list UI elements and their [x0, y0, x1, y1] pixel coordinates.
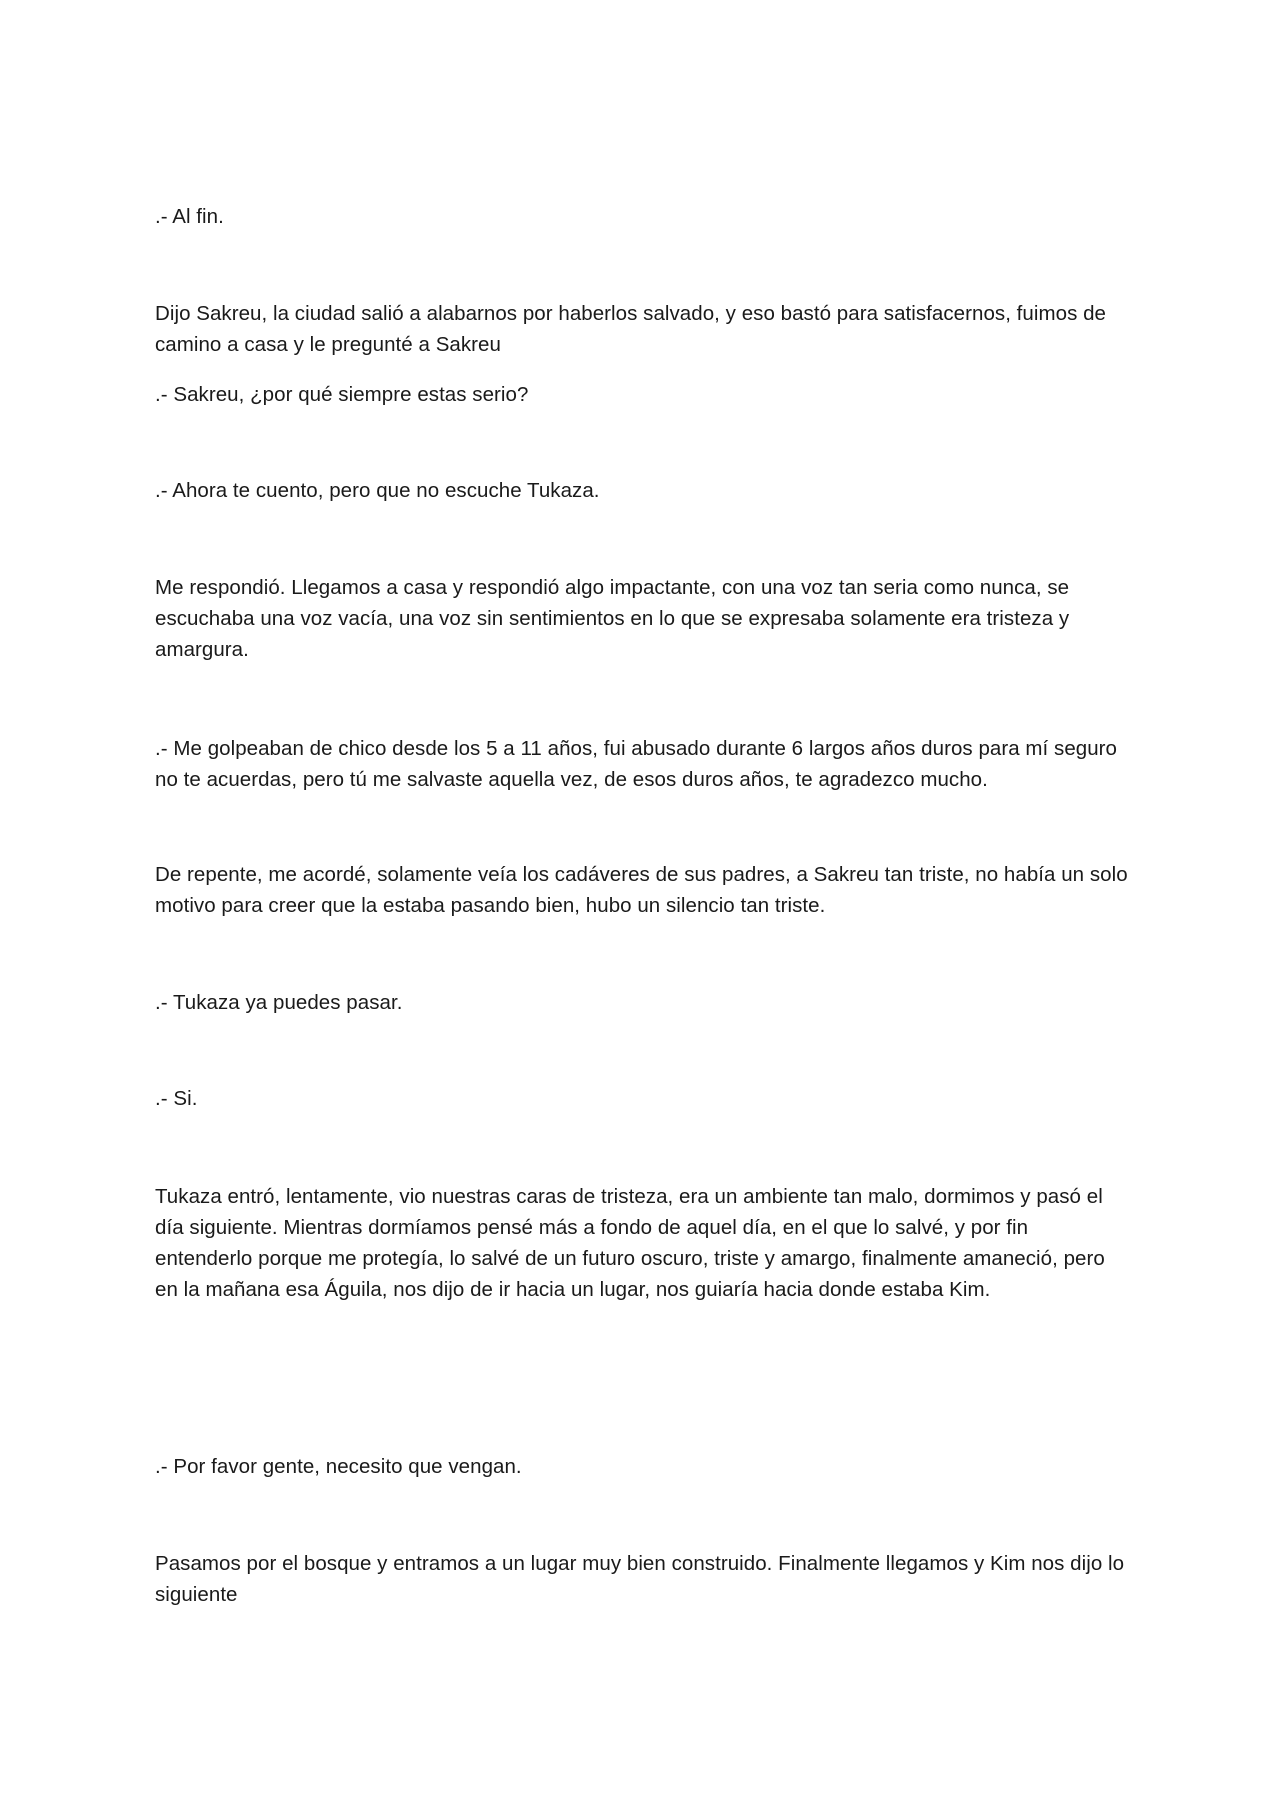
paragraph-2: Dijo Sakreu, la ciudad salió a alabarnos por haberlos salvado, y eso bastó para satisfacernos, fuimos de camino a casa y le pregunté a Sakreu — [155, 302, 1107, 356]
paragraph-6: .- Me golpeaban de chico desde los 5 a 11 años, fui abusado durante 6 largos años duros para mí seguro no te acuerdas, pero tú me salvaste aquella vez, de esos duros años, te agradezco mucho. — [155, 737, 1118, 791]
paragraph-8: .- Tukaza ya puedes pasar. — [155, 991, 403, 1014]
paragraph-3: .- Sakreu, ¿por qué siempre estas serio? — [155, 383, 529, 406]
paragraph-5: Me respondió. Llegamos a casa y respondió algo impactante, con una voz tan seria como nunca, se escuchaba una voz vacía, una voz sin sentimientos en lo que se expresaba solamente era tristeza y amargura. — [155, 576, 1070, 661]
paragraph-1: .- Al fin. — [155, 205, 224, 228]
paragraph-10: Tukaza entró, lentamente, vio nuestras caras de tristeza, era un ambiente tan malo, dormimos y pasó el día siguiente. Mientras dormíamos pensé más a fondo de aquel día, en el que lo salvé, y por fin entenderlo porque me protegía, lo salvé de un futuro oscuro, triste y amargo, finalmente amaneció, pero en la mañana esa Águila, nos dijo de ir hacia un lugar, nos guiaría hacia donde estaba Kim. — [155, 1185, 1105, 1301]
paragraph-7: De repente, me acordé, solamente veía los cadáveres de sus padres, a Sakreu tan triste, no había un solo motivo para creer que la estaba pasando bien, hubo un silencio tan triste. — [155, 863, 1128, 917]
paragraph-12: Pasamos por el bosque y entramos a un lugar muy bien construido. Finalmente llegamos y Kim nos dijo lo siguiente — [155, 1552, 1125, 1606]
paragraph-4: .- Ahora te cuento, pero que no escuche Tukaza. — [155, 479, 600, 502]
paragraph-9: .- Si. — [155, 1087, 198, 1110]
paragraph-11: .- Por favor gente, necesito que vengan. — [155, 1455, 522, 1478]
